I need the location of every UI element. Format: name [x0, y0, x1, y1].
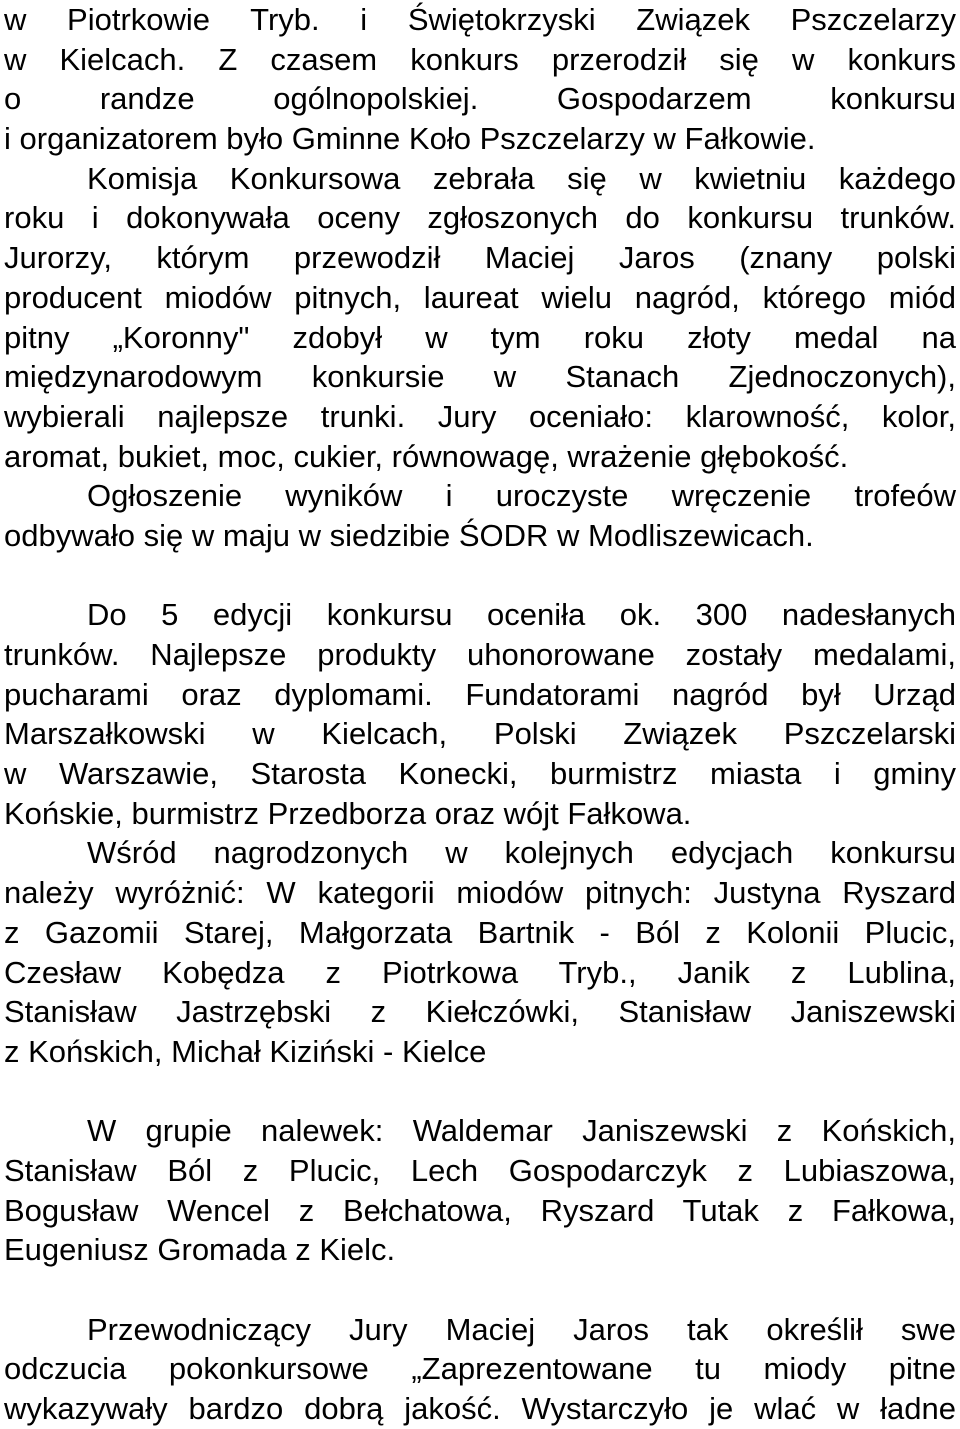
text-line: pucharami oraz dyplomami. Fundatorami nagród był Urząd	[4, 676, 956, 712]
text-line: Czesław Kobędza z Piotrkowa Tryb., Janik z Lublina,	[4, 954, 956, 990]
text-line: Przewodniczący Jury Maciej Jaros tak określił swe	[87, 1311, 956, 1347]
text-line: Stanisław Ból z Plucic, Lech Gospodarczyk z Lubiaszowa,	[4, 1152, 956, 1188]
text-line: wybierali najlepsze trunki. Jury oceniało: klarowność, kolor,	[4, 398, 956, 434]
text-line: odczucia pokonkursowe „Zaprezentowane tu miody pitne	[4, 1351, 956, 1387]
text-line: odbywało się w maju w siedzibie ŚODR w Modliszewicach.	[4, 517, 814, 553]
text-line: roku i dokonywała oceny zgłoszonych do konkursu trunków.	[4, 200, 956, 236]
paragraph	[4, 476, 956, 555]
text-line: Do 5 edycji konkursu oceniła ok. 300 nadesłanych	[87, 597, 956, 633]
text-line: międzynarodowym konkursie w Stanach Zjednoczonych),	[4, 359, 956, 395]
text-line: w Kielcach. Z czasem konkurs przerodził się w konkurs	[4, 41, 956, 77]
text-line: Jurorzy, którym przewodził Maciej Jaros (znany polski	[4, 240, 956, 276]
paragraph-spacer	[4, 1072, 956, 1112]
text-line: Komisja Konkursowa zebrała się w kwietniu każdego	[87, 160, 956, 196]
text-line: i organizatorem było Gminne Koło Pszczelarzy w Fałkowie.	[4, 121, 816, 157]
paragraph-spacer	[4, 556, 956, 596]
paragraph	[4, 595, 956, 833]
paragraph	[4, 1111, 956, 1270]
paragraph	[4, 1310, 956, 1429]
text-line: z Końskich, Michał Kiziński - Kielce	[4, 1033, 487, 1069]
text-line: Eugeniusz Gromada z Kielc.	[4, 1232, 396, 1268]
text-line: o randze ogólnopolskiej. Gospodarzem konkursu	[4, 81, 956, 117]
paragraph	[4, 0, 956, 159]
paragraph-spacer	[4, 1270, 956, 1310]
text-line: w Piotrkowie Tryb. i Świętokrzyski Związek Pszczelarzy	[4, 2, 956, 37]
text-line: w Warszawie, Starosta Konecki, burmistrz miasta i gminy	[4, 756, 956, 792]
text-line: Marszałkowski w Kielcach, Polski Związek Pszczelarski	[4, 716, 956, 752]
text-line: należy wyróżnić: W kategorii miodów pitnych: Justyna Ryszard	[4, 875, 956, 911]
paragraph	[4, 833, 956, 1071]
text-line: pitny „Koronny" zdobył w tym roku złoty medal na	[4, 319, 956, 355]
text-line: producent miodów pitnych, laureat wielu nagród, którego miód	[4, 279, 956, 315]
document-page	[4, 0, 956, 1429]
text-line: z Gazomii Starej, Małgorzata Bartnik - Ból z Kolonii Plucic,	[4, 914, 956, 950]
text-line: Bogusław Wencel z Bełchatowa, Ryszard Tutak z Fałkowa,	[4, 1192, 956, 1228]
text-line: W grupie nalewek: Waldemar Janiszewski z Końskich,	[87, 1113, 956, 1149]
text-line: trunków. Najlepsze produkty uhonorowane zostały medalami,	[4, 637, 956, 672]
text-line: Końskie, burmistrz Przedborza oraz wójt Fałkowa.	[4, 795, 692, 831]
text-line: Ogłoszenie wyników i uroczyste wręczenie trofeów	[87, 478, 956, 514]
paragraph	[4, 159, 956, 477]
text-line: Wśród nagrodzonych w kolejnych edycjach konkursu	[87, 835, 956, 871]
text-line: Stanisław Jastrzębski z Kiełczówki, Stanisław Janiszewski	[4, 994, 956, 1030]
text-line: aromat, bukiet, moc, cukier, równowagę, wrażenie głębokość.	[4, 438, 849, 474]
text-line: wykazywały bardzo dobrą jakość. Wystarczyło je wlać w ładne	[4, 1391, 956, 1427]
